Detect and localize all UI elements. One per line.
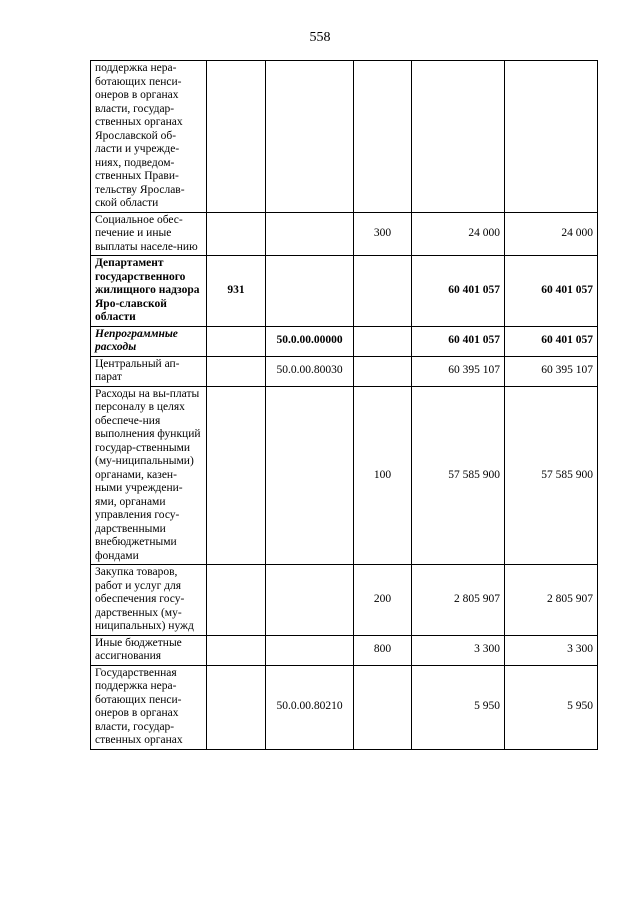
table-row xyxy=(91,212,598,256)
row-amount-1-cell: 24 000 xyxy=(412,212,505,256)
row-name-cell: Центральный ап-парат xyxy=(91,356,207,386)
row-name-cell: Государственная поддержка нера-ботающих пенси-онеров в органах власти, государ-ственных органах xyxy=(91,665,207,749)
row-ministry-code-cell xyxy=(207,386,266,565)
row-expense-type-cell xyxy=(354,61,412,213)
row-name-cell: Социальное обес-печение и иные выплаты населе-нию xyxy=(91,212,207,256)
page-number: 558 xyxy=(309,30,331,45)
row-amount-2-cell: 60 401 057 xyxy=(505,256,598,327)
row-amount-2-cell: 60 401 057 xyxy=(505,326,598,356)
table-row xyxy=(91,565,598,636)
row-target-code-cell xyxy=(266,256,354,327)
row-expense-type-cell: 100 xyxy=(354,386,412,565)
row-amount-2-cell: 24 000 xyxy=(505,212,598,256)
row-amount-2-cell: 2 805 907 xyxy=(505,565,598,636)
row-target-code-cell xyxy=(266,386,354,565)
budget-table xyxy=(90,60,598,750)
row-amount-2-cell: 60 395 107 xyxy=(505,356,598,386)
row-amount-2-cell: 57 585 900 xyxy=(505,386,598,565)
row-expense-type-cell: 300 xyxy=(354,212,412,256)
row-amount-1-cell: 57 585 900 xyxy=(412,386,505,565)
row-expense-type-cell xyxy=(354,326,412,356)
row-amount-1-cell: 5 950 xyxy=(412,665,505,749)
budget-table-body xyxy=(91,61,598,750)
row-expense-type-cell: 800 xyxy=(354,635,412,665)
row-ministry-code-cell xyxy=(207,665,266,749)
row-target-code-cell: 50.0.00.00000 xyxy=(266,326,354,356)
row-expense-type-cell xyxy=(354,256,412,327)
row-target-code-cell xyxy=(266,212,354,256)
table-row xyxy=(91,665,598,749)
table-row xyxy=(91,635,598,665)
row-amount-1-cell: 60 401 057 xyxy=(412,326,505,356)
row-ministry-code-cell xyxy=(207,212,266,256)
row-ministry-code-cell xyxy=(207,356,266,386)
row-target-code-cell xyxy=(266,61,354,213)
row-amount-2-cell xyxy=(505,61,598,213)
row-expense-type-cell xyxy=(354,665,412,749)
row-amount-2-cell: 5 950 xyxy=(505,665,598,749)
table-row xyxy=(91,61,598,213)
row-ministry-code-cell xyxy=(207,326,266,356)
row-ministry-code-cell xyxy=(207,565,266,636)
row-amount-1-cell: 60 395 107 xyxy=(412,356,505,386)
row-name-cell: Непрограммные расходы xyxy=(91,326,207,356)
row-expense-type-cell xyxy=(354,356,412,386)
row-amount-2-cell: 3 300 xyxy=(505,635,598,665)
row-name-cell: Расходы на вы-платы персоналу в целях обеспече-ния выполнения функций государ-ственными (му-ниципальными) органами, казен-ными учреждени-ями, органами управления госу-дарственными внебюджетными фондами xyxy=(91,386,207,565)
row-amount-1-cell: 2 805 907 xyxy=(412,565,505,636)
row-amount-1-cell xyxy=(412,61,505,213)
row-target-code-cell: 50.0.00.80030 xyxy=(266,356,354,386)
table-row xyxy=(91,356,598,386)
row-expense-type-cell: 200 xyxy=(354,565,412,636)
table-row xyxy=(91,386,598,565)
row-target-code-cell: 50.0.00.80210 xyxy=(266,665,354,749)
row-name-cell: Закупка товаров, работ и услуг для обеспечения госу-дарственных (му-ниципальных) нужд xyxy=(91,565,207,636)
table-row xyxy=(91,256,598,327)
row-name-cell: Департамент государственного жилищного надзора Яро-славской области xyxy=(91,256,207,327)
row-target-code-cell xyxy=(266,635,354,665)
row-target-code-cell xyxy=(266,565,354,636)
row-ministry-code-cell xyxy=(207,61,266,213)
row-ministry-code-cell xyxy=(207,635,266,665)
row-amount-1-cell: 60 401 057 xyxy=(412,256,505,327)
row-ministry-code-cell: 931 xyxy=(207,256,266,327)
table-row xyxy=(91,326,598,356)
row-name-cell: поддержка нера-ботающих пенси-онеров в органах власти, государ-ственных органах Ярославской об-ласти и учрежде-ниях, подведом-ственных Прави-тельству Ярослав-ской области xyxy=(91,61,207,213)
row-amount-1-cell: 3 300 xyxy=(412,635,505,665)
row-name-cell: Иные бюджетные ассигнования xyxy=(91,635,207,665)
